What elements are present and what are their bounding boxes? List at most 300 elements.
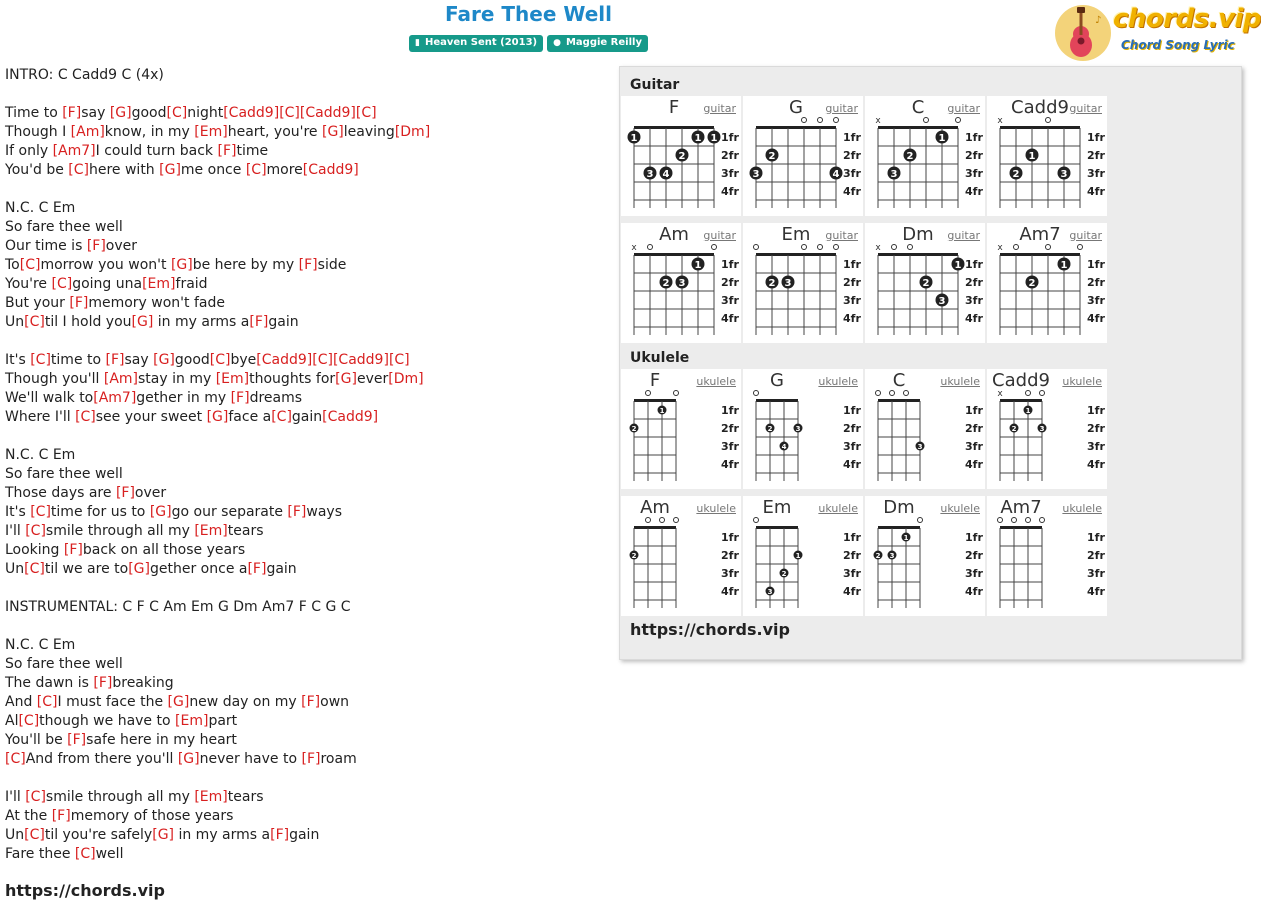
lyric-text: til we are to [44, 561, 129, 577]
lyric-text: ways [306, 504, 343, 520]
chord-link[interactable]: [Cadd9] [256, 352, 313, 368]
chord-link[interactable]: [F] [301, 751, 321, 767]
fret-label: 1fr [1087, 531, 1105, 544]
chord-card-ukulele-dm[interactable] [865, 496, 985, 616]
lyric-text: heart, you're [227, 124, 322, 140]
lyric-line [5, 389, 615, 408]
lyric-text: We'll walk to [5, 390, 94, 406]
finger-number: 3 [890, 169, 898, 180]
fret-label: 2fr [1087, 276, 1105, 289]
lyric-line [5, 370, 615, 389]
fret-label: 3fr [965, 567, 983, 580]
lyric-text: Where I'll [5, 409, 76, 425]
finger-number: 1 [1028, 151, 1036, 162]
instrument-link[interactable]: guitar [825, 229, 858, 242]
lyric-line [5, 807, 615, 826]
chord-link[interactable]: [G] [152, 827, 175, 843]
lyric-line [5, 104, 615, 123]
lyric-text: memory won't fade [88, 295, 225, 311]
chord-link[interactable]: [Em] [175, 713, 209, 729]
chord-link[interactable]: [C] [19, 257, 41, 273]
instrument-link[interactable]: guitar [1069, 229, 1102, 242]
chord-link[interactable]: [Cadd9] [223, 105, 280, 121]
instrument-link[interactable]: ukulele [1062, 375, 1102, 388]
finger-number: 1 [710, 133, 718, 144]
instrument-link[interactable]: ukulele [818, 375, 858, 388]
fret-label: 4fr [1087, 185, 1105, 198]
lyric-line [5, 142, 615, 161]
chord-name: Am7 [1019, 224, 1061, 245]
lyric-line [5, 199, 615, 218]
fret-label: 1fr [965, 404, 983, 417]
fret-label: 2fr [1087, 549, 1105, 562]
chord-name: C [892, 370, 906, 391]
lyric-line [5, 541, 615, 560]
fret-label: 4fr [843, 585, 861, 598]
lyric-line [5, 750, 615, 769]
open-string-marker [712, 245, 717, 250]
chord-link[interactable]: [Cadd9] [302, 162, 359, 178]
lyric-text: You'd be [5, 162, 69, 178]
lyric-text: going una [72, 276, 143, 292]
chord-link[interactable]: [C] [74, 846, 96, 862]
lyric-text: say [124, 352, 154, 368]
instrument-link[interactable]: ukulele [940, 375, 980, 388]
fret-label: 2fr [843, 149, 861, 162]
finger-number: 3 [784, 278, 792, 289]
open-string-marker [876, 391, 881, 396]
lyric-text: safe here in my heart [86, 732, 237, 748]
artist-tag[interactable] [547, 35, 648, 52]
chord-name: Am7 [1000, 497, 1042, 518]
lyric-blank-line [5, 427, 615, 446]
fret-label: 2fr [965, 276, 983, 289]
fretboard-nut [634, 126, 714, 129]
chord-name: Cadd9 [1011, 97, 1069, 118]
chord-link[interactable]: [C] [24, 561, 45, 577]
logo-subtitle: Chord Song Lyric [1121, 38, 1235, 52]
chord-link[interactable]: [F] [301, 694, 321, 710]
chord-card-ukulele-c[interactable] [865, 369, 985, 489]
album-tag[interactable] [409, 35, 543, 52]
fret-label: 4fr [1087, 585, 1105, 598]
instrument-link[interactable]: ukulele [696, 375, 736, 388]
fretboard-nut [634, 399, 676, 402]
finger-number: 2 [1012, 169, 1020, 180]
chord-name: G [770, 370, 784, 391]
fret-label: 4fr [843, 312, 861, 325]
open-string-marker [648, 245, 653, 250]
open-string-marker [834, 245, 839, 250]
chord-link[interactable]: [Em] [142, 276, 176, 292]
open-string-marker [1012, 518, 1017, 523]
chord-link[interactable]: [C] [279, 105, 300, 121]
lyric-text: Time to [5, 105, 63, 121]
chord-link[interactable]: [Am] [103, 371, 139, 387]
fret-label: 2fr [965, 422, 983, 435]
chord-link[interactable]: [Am7] [52, 143, 96, 159]
lyric-line [5, 256, 615, 275]
fretboard-nut [878, 526, 920, 529]
fret-label: 1fr [843, 531, 861, 544]
chord-link[interactable]: [C] [30, 504, 51, 520]
chord-name: C [911, 97, 925, 118]
chord-link[interactable]: [C] [51, 276, 73, 292]
chord-link[interactable]: [G] [335, 371, 357, 387]
song-title: Fare Thee Well [445, 2, 612, 26]
open-string-marker [646, 391, 651, 396]
fret-label: 4fr [721, 312, 739, 325]
chord-link[interactable]: [Am] [70, 124, 105, 140]
chord-link[interactable]: [Em] [194, 523, 228, 539]
lyric-text: more [266, 162, 303, 178]
lyric-line [5, 712, 615, 731]
chord-link[interactable]: [Em] [215, 371, 250, 387]
lyric-line [5, 294, 615, 313]
lyric-text: gain [266, 561, 297, 577]
instrument-link[interactable]: ukulele [818, 502, 858, 515]
chord-link[interactable]: [F] [86, 238, 106, 254]
lyric-text: gether once a [150, 561, 248, 577]
fret-label: 1fr [721, 131, 739, 144]
lyric-line [5, 788, 615, 807]
chord-link[interactable]: [F] [69, 295, 89, 311]
lyric-text: roam [320, 751, 357, 767]
chord-name: Am [640, 497, 670, 518]
muted-string-marker: x [875, 116, 881, 126]
finger-number: 2 [1028, 278, 1036, 289]
finger-number: 2 [1011, 425, 1017, 433]
chord-link[interactable]: [C] [68, 162, 89, 178]
lyric-text: over [105, 238, 138, 254]
lyric-text: You're [5, 276, 52, 292]
fret-label: 4fr [1087, 312, 1105, 325]
svg-text:♪: ♪ [1095, 15, 1102, 26]
chord-link[interactable]: [Am7] [93, 390, 137, 406]
lyric-text: time for us to [50, 504, 150, 520]
finger-number: 1 [795, 552, 801, 560]
fret-label: 2fr [965, 149, 983, 162]
chord-link[interactable]: [C] [271, 409, 292, 425]
lyric-text: Un [5, 314, 25, 330]
instrument-link[interactable]: ukulele [1062, 502, 1102, 515]
chord-link[interactable]: [Em] [194, 124, 228, 140]
chord-link[interactable]: [F] [249, 314, 269, 330]
lyric-text: be here by my [192, 257, 299, 273]
fret-label: 3fr [721, 294, 739, 307]
chord-card-ukulele-am7[interactable] [987, 496, 1107, 616]
open-string-marker [956, 118, 961, 123]
fret-label: 4fr [965, 585, 983, 598]
muted-string-marker: x [997, 116, 1003, 126]
chord-link[interactable]: [F] [51, 808, 71, 824]
chord-link[interactable]: [F] [217, 143, 237, 159]
chord-name: F [668, 97, 680, 118]
panel-link[interactable]: https://chords.vip [630, 620, 790, 639]
lyric-text: say [81, 105, 110, 121]
lyric-text: good [131, 105, 167, 121]
open-string-marker [1040, 391, 1045, 396]
logo-text[interactable]: chords.vip [1113, 4, 1261, 34]
lyric-text: If only [5, 143, 53, 159]
chord-name: Dm [902, 224, 934, 245]
chord-link[interactable]: [Em] [194, 789, 228, 805]
lyric-text: gain [291, 409, 323, 425]
artist-tag-label: Maggie Reilly [565, 37, 642, 48]
open-string-marker [998, 518, 1003, 523]
fret-label: 3fr [721, 440, 739, 453]
finger-number: 1 [1060, 260, 1068, 271]
fret-label: 1fr [1087, 404, 1105, 417]
footer-link[interactable]: https://chords.vip [5, 881, 165, 900]
fret-label: 4fr [721, 585, 739, 598]
fret-label: 4fr [721, 458, 739, 471]
chord-link[interactable]: [Dm] [388, 371, 424, 387]
muted-string-marker: x [875, 243, 881, 253]
lyric-text: breaking [112, 675, 174, 691]
finger-number: 2 [767, 425, 773, 433]
chord-link[interactable]: [C] [18, 713, 40, 729]
chord-name: Em [762, 497, 792, 518]
finger-number: 2 [906, 151, 914, 162]
chord-card-ukulele-g[interactable] [743, 369, 863, 489]
open-string-marker [834, 118, 839, 123]
section-title-guitar: Guitar [630, 77, 680, 93]
chord-card-ukulele-cadd9[interactable] [987, 369, 1107, 489]
chord-link[interactable]: [C] [36, 694, 58, 710]
chord-card-guitar-am[interactable] [621, 223, 741, 343]
lyric-text: So fare thee well [5, 466, 123, 482]
fretboard-nut [1000, 526, 1042, 529]
fret-label: 2fr [843, 549, 861, 562]
muted-string-marker: x [997, 243, 1003, 253]
fretboard-nut [634, 253, 714, 256]
chord-link[interactable]: [G] [131, 314, 154, 330]
chord-link[interactable]: [C] [30, 352, 51, 368]
chord-link[interactable]: [F] [63, 542, 83, 558]
chord-link[interactable]: [Cadd9] [299, 105, 356, 121]
chord-link[interactable]: [F] [105, 352, 125, 368]
lyric-text: face a [228, 409, 272, 425]
chord-card-guitar-am7[interactable] [987, 223, 1107, 343]
fret-label: 1fr [965, 531, 983, 544]
guitar-icon [1053, 3, 1115, 63]
open-string-marker [818, 118, 823, 123]
lyric-line [5, 826, 615, 845]
instrument-link[interactable]: guitar [947, 102, 980, 115]
chord-name: Em [781, 224, 811, 245]
instrument-link[interactable]: guitar [703, 102, 736, 115]
lyric-text: til I hold you [44, 314, 132, 330]
fret-label: 4fr [965, 312, 983, 325]
open-string-marker [818, 245, 823, 250]
chord-card-ukulele-f[interactable] [621, 369, 741, 489]
muted-string-marker: x [631, 243, 637, 253]
lyric-text: I must face the [57, 694, 168, 710]
chord-card-guitar-dm[interactable] [865, 223, 985, 343]
fretboard-nut [878, 126, 958, 129]
chord-link[interactable]: [C] [75, 409, 96, 425]
finger-number: 1 [630, 133, 638, 144]
finger-number: 1 [694, 260, 702, 271]
user-icon: ● [553, 38, 561, 48]
finger-number: 1 [1025, 407, 1031, 415]
lyric-line [5, 484, 615, 503]
chord-link[interactable]: [F] [298, 257, 318, 273]
chord-link[interactable]: [G] [177, 751, 200, 767]
chord-card-guitar-em[interactable] [743, 223, 863, 343]
lyric-text: gain [268, 314, 299, 330]
open-string-marker [674, 518, 679, 523]
finger-number: 3 [889, 552, 895, 560]
lyric-text: INTRO: C Cadd9 C (4x) [5, 67, 164, 83]
chord-link[interactable]: [C] [209, 352, 231, 368]
chord-link[interactable]: [F] [93, 675, 113, 691]
fret-label: 2fr [721, 149, 739, 162]
lyric-text: It's [5, 504, 31, 520]
fretboard-nut [878, 253, 958, 256]
instrument-link[interactable]: ukulele [696, 502, 736, 515]
chord-link[interactable]: [Cadd9] [332, 352, 389, 368]
lyric-blank-line [5, 85, 615, 104]
finger-number: 1 [903, 534, 909, 542]
chord-link[interactable]: [G] [153, 352, 175, 368]
chord-link[interactable]: [F] [287, 504, 307, 520]
open-string-marker [646, 518, 651, 523]
lyric-text: night [187, 105, 224, 121]
finger-number: 4 [781, 443, 787, 451]
instrument-link[interactable]: guitar [947, 229, 980, 242]
finger-number: 3 [1060, 169, 1068, 180]
chord-link[interactable]: [C] [5, 751, 26, 767]
chord-link[interactable]: [F] [230, 390, 250, 406]
lyric-text: The dawn is [5, 675, 94, 691]
lyric-blank-line [5, 579, 615, 598]
chord-link[interactable]: [C] [355, 105, 377, 121]
fretboard-nut [756, 126, 836, 129]
finger-number: 3 [1039, 425, 1045, 433]
chord-link[interactable]: [Dm] [394, 124, 431, 140]
lyric-text: N.C. C Em [5, 637, 76, 653]
chord-link[interactable]: [F] [270, 827, 290, 843]
chord-link[interactable]: [G] [167, 694, 190, 710]
open-string-marker [908, 245, 913, 250]
chord-card-guitar-g[interactable] [743, 96, 863, 216]
open-string-marker [1014, 245, 1019, 250]
chord-card-guitar-cadd9[interactable] [987, 96, 1107, 216]
chord-card-ukulele-am[interactable] [621, 496, 741, 616]
chord-link[interactable]: [G] [170, 257, 193, 273]
chord-link[interactable]: [C] [24, 827, 45, 843]
chord-card-ukulele-em[interactable] [743, 496, 863, 616]
chord-link[interactable]: [G] [128, 561, 150, 577]
lyric-line [5, 674, 615, 693]
open-string-marker [1078, 245, 1083, 250]
chord-link[interactable]: [F] [247, 561, 267, 577]
finger-number: 3 [795, 425, 801, 433]
fret-label: 1fr [843, 404, 861, 417]
chord-link[interactable]: [G] [149, 504, 172, 520]
chord-link[interactable]: [C] [166, 105, 188, 121]
fret-label: 2fr [965, 549, 983, 562]
lyric-text: And from there you'll [25, 751, 178, 767]
fret-label: 1fr [843, 258, 861, 271]
finger-number: 3 [767, 588, 773, 596]
open-string-marker [1026, 391, 1031, 396]
chord-link[interactable]: [C] [24, 314, 45, 330]
lyric-text: in my arms a [174, 827, 271, 843]
instrument-link[interactable]: guitar [1069, 102, 1102, 115]
lyric-line [5, 655, 615, 674]
finger-number: 3 [938, 296, 946, 307]
lyric-text: Though you'll [5, 371, 104, 387]
fret-label: 4fr [721, 185, 739, 198]
lyric-text: know, in my [104, 124, 195, 140]
lyric-text: tears [227, 523, 264, 539]
song-tags [0, 35, 1057, 52]
lyric-text: Un [5, 827, 25, 843]
chord-link[interactable]: [C] [25, 789, 46, 805]
lyric-text: Those days are [5, 485, 116, 501]
chord-link[interactable]: [C] [25, 523, 46, 539]
lyric-text: tears [227, 789, 264, 805]
chord-link[interactable]: [G] [109, 105, 132, 121]
chord-card-guitar-c[interactable] [865, 96, 985, 216]
chord-link[interactable]: [G] [206, 409, 229, 425]
lyric-line [5, 503, 615, 522]
fret-label: 3fr [843, 167, 861, 180]
chord-name: Am [659, 224, 689, 245]
lyric-text: So fare thee well [5, 656, 123, 672]
fret-label: 2fr [1087, 422, 1105, 435]
chord-link[interactable]: [F] [115, 485, 135, 501]
lyric-text: over [134, 485, 167, 501]
chord-link[interactable]: [G] [159, 162, 181, 178]
open-string-marker [674, 391, 679, 396]
fretboard-nut [756, 526, 798, 529]
finger-number: 3 [646, 169, 654, 180]
chord-link[interactable]: [Cadd9] [322, 409, 379, 425]
chord-link[interactable]: [F] [67, 732, 87, 748]
lyric-text: N.C. C Em [5, 447, 76, 463]
lyric-line [5, 237, 615, 256]
open-string-marker [802, 245, 807, 250]
fret-label: 4fr [965, 458, 983, 471]
chord-card-guitar-f[interactable] [621, 96, 741, 216]
lyric-line [5, 598, 615, 617]
lyric-text: here with [88, 162, 160, 178]
lyric-line [5, 522, 615, 541]
chord-link[interactable]: [C] [312, 352, 333, 368]
finger-number: 1 [938, 133, 946, 144]
chord-name: Dm [883, 497, 915, 518]
chord-link[interactable]: [G] [322, 124, 344, 140]
lyric-text: in my arms a [153, 314, 250, 330]
instrument-link[interactable]: ukulele [940, 502, 980, 515]
fret-label: 1fr [721, 258, 739, 271]
lyric-text: bye [230, 352, 257, 368]
finger-number: 2 [781, 570, 787, 578]
chord-link[interactable]: [C] [388, 352, 410, 368]
lyric-text: gether in my [136, 390, 231, 406]
chord-link[interactable]: [F] [62, 105, 82, 121]
instrument-link[interactable]: guitar [703, 229, 736, 242]
chord-link[interactable]: [C] [245, 162, 267, 178]
fret-label: 3fr [1087, 294, 1105, 307]
instrument-link[interactable]: guitar [825, 102, 858, 115]
lyric-line [5, 313, 615, 332]
lyrics-body [5, 66, 615, 864]
